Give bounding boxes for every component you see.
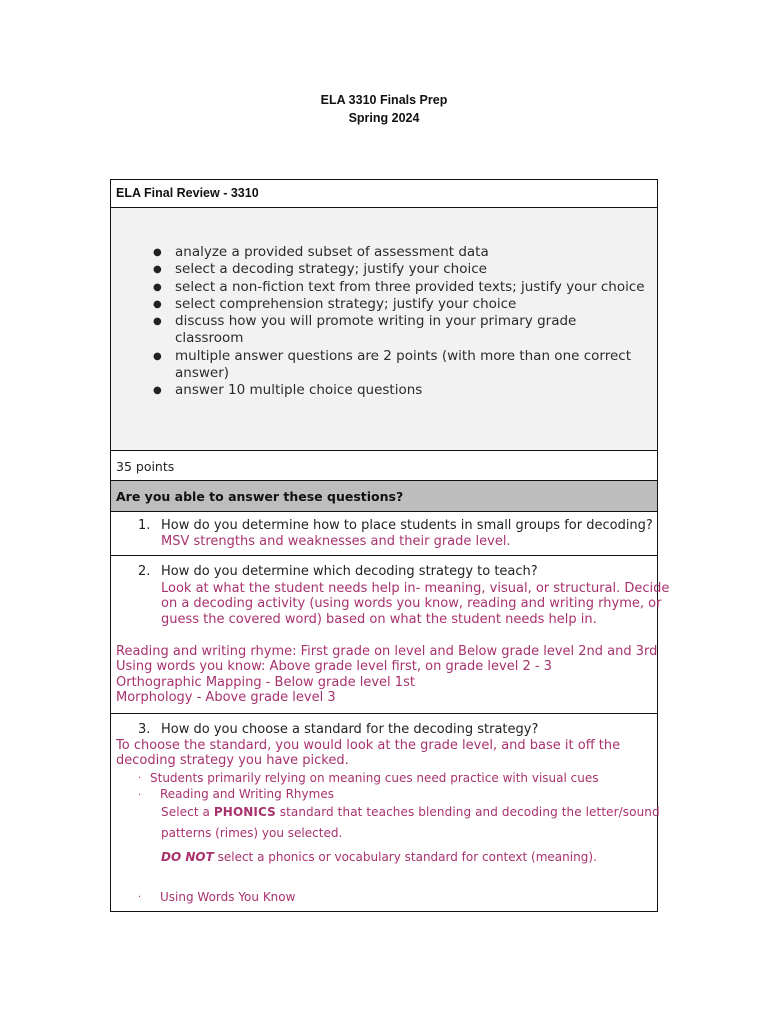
list-item: ● multiple answer questions are 2 points (with more than one correct answer): [153, 348, 645, 383]
select-pre: Select a: [161, 805, 214, 819]
document-title: ELA 3310 Finals Prep: [320, 93, 448, 107]
donot-rest: select a phonics or vocabulary standard for context (meaning).: [213, 850, 597, 864]
select-line: [161, 805, 660, 819]
question-text: How do you determine how to place students in small groups for decoding?: [161, 518, 653, 533]
answer-line: To choose the standard, you would look at the grade level, and base it off the: [116, 738, 621, 753]
list-item: ● select a decoding strategy; justify your choice: [153, 261, 645, 278]
questions-heading: Are you able to answer these questions?: [110, 480, 658, 512]
question-3-cell: [110, 713, 658, 912]
review-list-cell: [110, 207, 658, 451]
bullet-text: Students primarily relying on meaning cues need practice with visual cues: [150, 771, 599, 785]
answer-line: on a decoding activity (using words you know, reading and writing rhyme, or: [161, 596, 662, 611]
note-line: Reading and writing rhyme: First grade on level and Below grade level 2nd and 3rd: [116, 644, 658, 659]
list-item: ● analyze a provided subset of assessment data: [153, 244, 645, 261]
bullet-text: Reading and Writing Rhymes: [160, 787, 334, 801]
bullet-dot: ·: [138, 892, 142, 903]
answer-line: Look at what the student needs help in- meaning, visual, or structural. Decide: [161, 581, 670, 596]
bullet-text: Using Words You Know: [160, 890, 296, 904]
question-number: 2.: [138, 564, 151, 579]
question-2-cell: [110, 555, 670, 714]
review-list: [153, 244, 645, 400]
answer-line: decoding strategy you have picked.: [116, 753, 349, 768]
answer-line: guess the covered word) based on what the student needs help in.: [161, 612, 597, 627]
select-line-2: patterns (rimes) you selected.: [161, 826, 343, 840]
select-bold: PHONICS: [213, 805, 276, 819]
answer-text: MSV strengths and weaknesses and their grade level.: [161, 534, 511, 549]
question-number: 3.: [138, 722, 151, 737]
donot-bold: DO NOT: [161, 850, 214, 864]
question-1-cell: [110, 511, 658, 556]
select-post: standard that teaches blending and decoding the letter/sound: [275, 805, 660, 819]
list-item: ● discuss how you will promote writing in your primary grade classroom: [153, 313, 645, 348]
question-text: How do you choose a standard for the decoding strategy?: [161, 722, 539, 737]
bullet-dot: ·: [138, 773, 142, 784]
points-label: 35 points: [110, 450, 658, 481]
list-item: ● select comprehension strategy; justify your choice: [153, 296, 645, 313]
note-line: Orthographic Mapping - Below grade level 1st: [116, 675, 415, 690]
note-line: Using words you know: Above grade level first, on grade level 2 - 3: [116, 659, 552, 674]
question-text: How do you determine which decoding strategy to teach?: [161, 564, 538, 579]
list-item: ● answer 10 multiple choice questions: [153, 382, 645, 399]
list-item: ● select a non-fiction text from three provided texts; justify your choice: [153, 279, 645, 296]
question-number: 1.: [138, 518, 151, 533]
review-heading: ELA Final Review - 3310: [110, 179, 658, 208]
document-subtitle: Spring 2024: [348, 111, 420, 125]
donot-line: [161, 850, 597, 864]
note-line: Morphology - Above grade level 3: [116, 690, 336, 705]
bullet-dot: ·: [138, 790, 142, 801]
